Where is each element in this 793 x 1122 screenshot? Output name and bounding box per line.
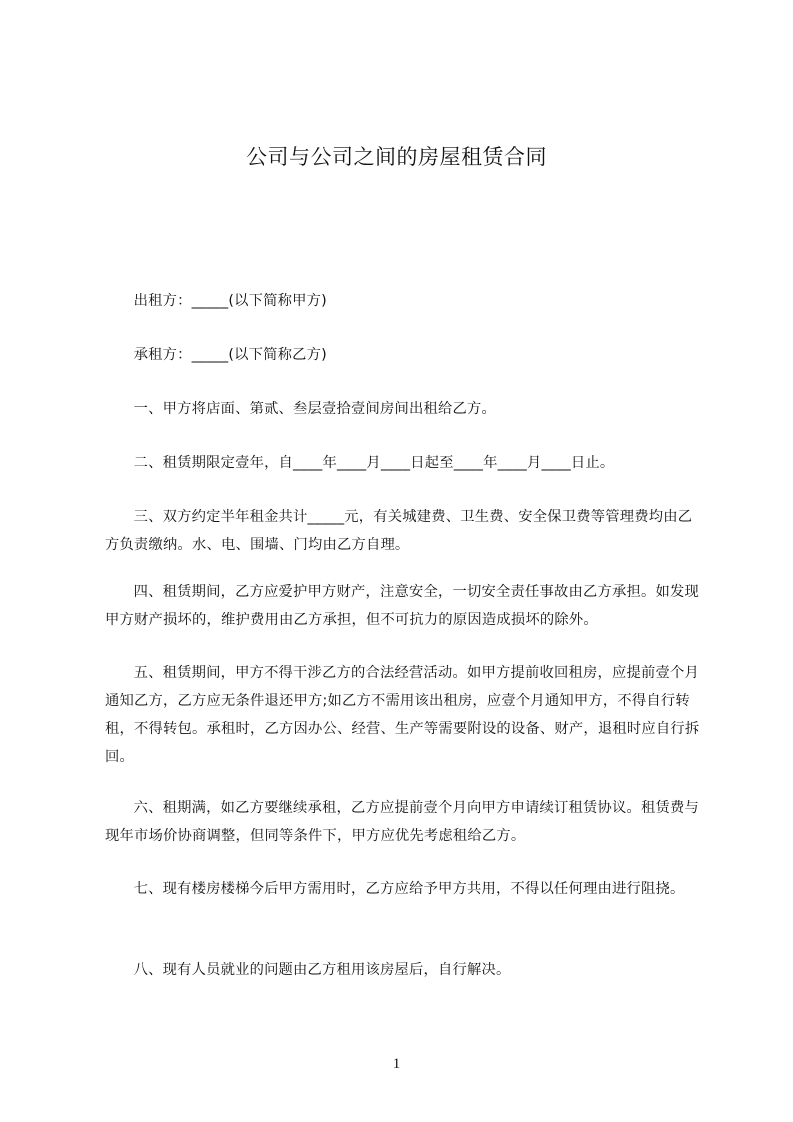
clause-4: 四、租赁期间，乙方应爱护甲方财产，注意安全，一切安全责任事故由乙方承担。如发现甲方财产损坏的，维护费用由乙方承担，但不可抗力的原因造成损坏的除外。 bbox=[105, 584, 699, 628]
lessor-line: 出租方：_____(以下简称甲方) bbox=[133, 293, 327, 309]
clause-3: 三、双方约定半年租金共计_____元，有关城建费、卫生费、安全保卫费等管理费均由乙方负责缴纳。水、电、围墙、门均由乙方自理。 bbox=[105, 509, 693, 553]
clause-5: 五、租赁期间，甲方不得干涉乙方的合法经营活动。如甲方提前收回租房，应提前壹个月通知乙方，乙方应无条件退还甲方;如乙方不需用该出租房，应壹个月通知甲方，不得自行转租，不得转包。承租时，乙方因办公、经营、生产等需要附设的设备、财产，退租时应自行拆回。 bbox=[105, 665, 700, 765]
clause-7: 七、现有楼房楼梯今后甲方需用时，乙方应给予甲方共用，不得以任何理由进行阻挠。 bbox=[133, 881, 685, 897]
clause-2: 二、租赁期限定壹年，自____年____月____日起至____年____月____日止。 bbox=[133, 455, 615, 471]
clause-1: 一、甲方将店面、第贰、叁层壹拾壹间房间出租给乙方。 bbox=[133, 401, 497, 417]
clause-8: 八、现有人员就业的问题由乙方租用该房屋后，自行解决。 bbox=[133, 962, 511, 978]
lessee-line: 承租方：_____(以下简称乙方) bbox=[133, 347, 327, 363]
clause-6: 六、租期满，如乙方要继续承租，乙方应提前壹个月向甲方申请续订租赁协议。租赁费与现年市场价协商调整，但同等条件下，甲方应优先考虑租给乙方。 bbox=[105, 800, 699, 844]
page-number: 1 bbox=[392, 1056, 401, 1072]
document-title: 公司与公司之间的房屋租赁合同 bbox=[246, 145, 547, 169]
